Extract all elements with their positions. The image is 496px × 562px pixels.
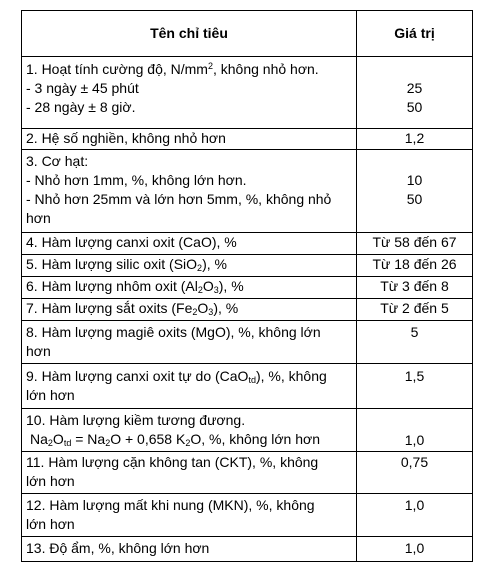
header-value: Giá trị bbox=[357, 11, 473, 57]
table-row bbox=[22, 537, 473, 562]
table-row bbox=[22, 277, 473, 299]
row-value: 1,2 bbox=[357, 129, 473, 150]
table-row bbox=[22, 233, 473, 255]
header-name: Tên chỉ tiêu bbox=[22, 11, 357, 57]
row-name: 7. Hàm lượng sắt oxits $(Fe_2O_3)$, % bbox=[22, 299, 357, 321]
table-row bbox=[22, 364, 473, 409]
row-value: 5 bbox=[357, 321, 473, 364]
row-name: 2. Hệ số nghiền, không nhỏ hơn bbox=[22, 129, 357, 150]
table-row bbox=[22, 129, 473, 150]
row-name: 3. Cơ hạt: - Nhỏ hơn 1mm, %, không lớn hơn. - Nhỏ hơn 25mm và lớn hơn 5mm, %, không nhỏ hơn bbox=[22, 150, 357, 233]
table-row bbox=[22, 57, 473, 129]
row-name: 11. Hàm lượng cặn không tan (CKT), %, không lớn hơn bbox=[22, 452, 357, 494]
row-name: 5. Hàm lượng silic oxit (SiO$_2$), % bbox=[22, 255, 357, 277]
row-value: 1,0 bbox=[357, 409, 473, 452]
row-name: 4. Hàm lượng canxi oxit (CaO), % bbox=[22, 233, 357, 255]
row-value: Từ 58 đến 67 bbox=[357, 233, 473, 255]
table-row bbox=[22, 452, 473, 494]
header-row bbox=[22, 11, 473, 57]
table-row bbox=[22, 494, 473, 537]
row-name: 10. Hàm lượng kiềm tương đương. $Na_2O_{td} = Na_2O + 0,658$ $K_2O$, %, không lớn hơn bbox=[22, 409, 357, 452]
row-value: 1,0 bbox=[357, 494, 473, 537]
row-name: 1. Hoạt tính cường độ, $N/mm^2$, không nhỏ hơn. - 3 ngày ± 45 phút - 28 ngày ± 8 giờ. bbox=[22, 57, 357, 129]
table-row bbox=[22, 255, 473, 277]
row-value: 1,5 bbox=[357, 364, 473, 409]
table-row bbox=[22, 409, 473, 452]
row-name: 8. Hàm lượng magiê oxits (MgO), %, không lớn hơn bbox=[22, 321, 357, 364]
table-row bbox=[22, 299, 473, 321]
row-value: 1,0 bbox=[357, 537, 473, 562]
row-value: Từ 2 đến 5 bbox=[357, 299, 473, 321]
spec-table bbox=[21, 10, 473, 562]
row-name: 12. Hàm lượng mất khi nung (MKN), %, không lớn hơn bbox=[22, 494, 357, 537]
row-value: 10 50 bbox=[357, 150, 473, 233]
row-value: Từ 18 đến 26 bbox=[357, 255, 473, 277]
row-name: 9. Hàm lượng canxi oxit tự do (CaO$_{td}$), %, không lớn hơn bbox=[22, 364, 357, 409]
row-name: 6. Hàm lượng nhôm oxit $(Al_2O_3)$, % bbox=[22, 277, 357, 299]
row-name: 13. Độ ẩm, %, không lớn hơn bbox=[22, 537, 357, 562]
row-value: Từ 3 đến 8 bbox=[357, 277, 473, 299]
table-row bbox=[22, 150, 473, 233]
row-value: 0,75 bbox=[357, 452, 473, 494]
table-row bbox=[22, 321, 473, 364]
row-value: 25 50 bbox=[357, 57, 473, 129]
